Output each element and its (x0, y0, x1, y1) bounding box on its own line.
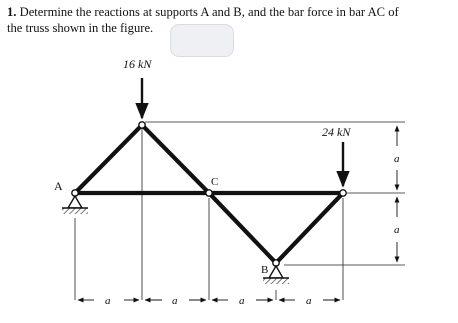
node-label-a: A (54, 179, 63, 193)
joint-top (139, 122, 145, 128)
dim-label-v1: a (394, 153, 400, 165)
joint-c (206, 190, 212, 196)
dim-label-v2: a (394, 224, 400, 236)
dim-label-h2: a (172, 295, 178, 307)
load-label-right: 24 kN (322, 125, 351, 139)
joint-right (340, 190, 346, 196)
bar-a-top (75, 125, 142, 193)
node-label-b: B (261, 264, 269, 276)
node-label-c: C (211, 176, 219, 188)
bar-c-b (209, 193, 276, 263)
problem-number: 1. (7, 5, 17, 19)
problem-text-line-2: the truss shown in the figure. (7, 21, 154, 35)
bar-top-c (142, 125, 209, 193)
pin-support-a (62, 196, 88, 214)
problem-text-line-1: Determine the reactions at supports A and B, and the bar force in bar AC of (16, 5, 399, 19)
dim-label-h1: a (105, 295, 111, 307)
dim-label-h3: a (239, 295, 245, 307)
bar-b-right (276, 193, 343, 263)
load-label-left: 16 kN (123, 57, 152, 71)
dim-label-h4: a (306, 295, 312, 307)
